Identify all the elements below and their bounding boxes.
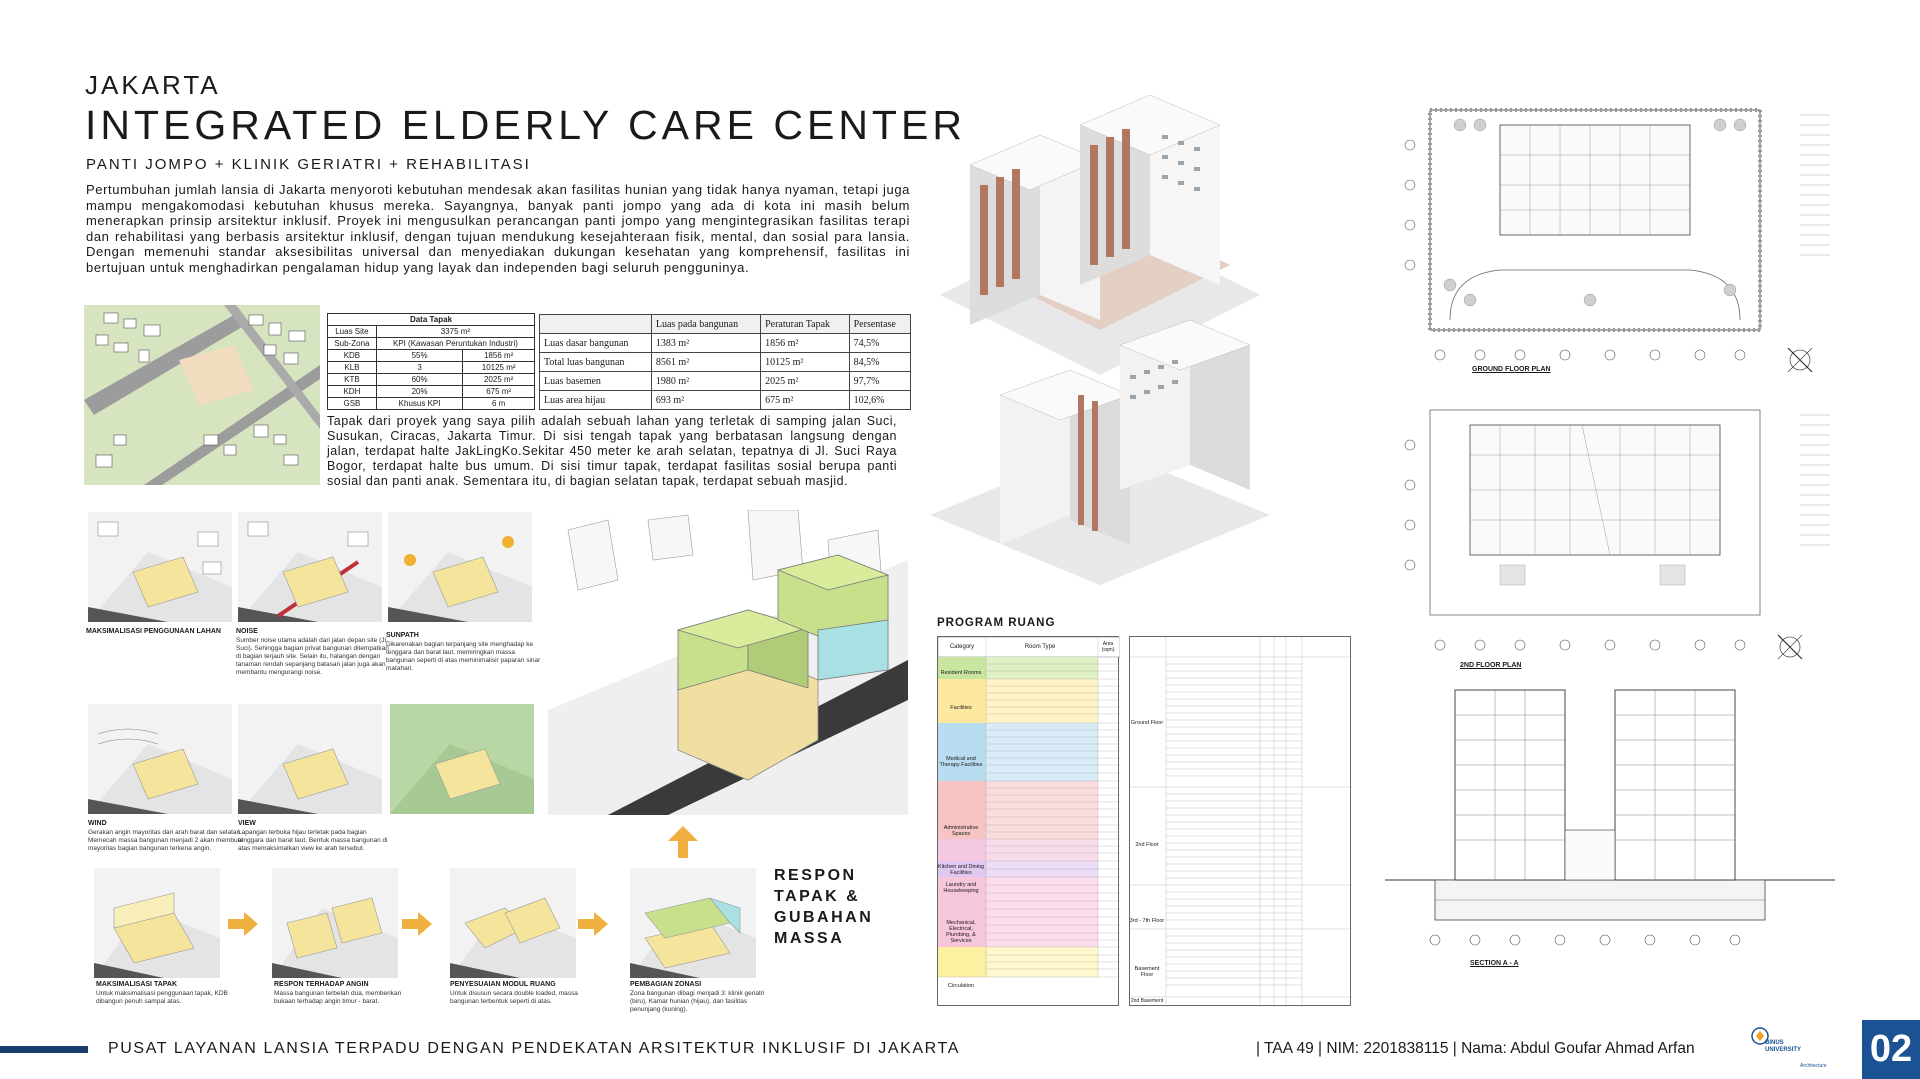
respon-line: RESPON [774,867,857,884]
cell: 1856 m² [761,334,850,353]
cell: 10125 m² [463,362,535,374]
cell: 675 m² [463,386,535,398]
north-arrow-icon [1775,632,1805,667]
pr-floor: 3rd - 7th Floor [1129,918,1165,924]
gubahan-step-3 [450,868,576,978]
diagram-noise [238,512,382,622]
diagram-sunpath [388,512,532,622]
pr-category: Facilities [950,705,972,711]
header-cell: Persentase [849,315,910,334]
cell: 97,7% [849,372,910,391]
page-title: INTEGRATED ELDERLY CARE CENTER [85,102,966,148]
pr-category: Kitchen and Dining Facilities [937,864,985,876]
arrow-right-icon [402,912,432,941]
cell: Luas basemen [540,372,652,391]
analysis-label: MAKSIMALISASI PENGGUNAAN LAHAN [86,628,221,635]
cell: 60% [376,374,462,386]
analysis-label: SUNPATH [386,632,419,639]
cell: KLB [328,362,377,374]
analysis-label: VIEW [238,820,256,827]
gubahan-desc: Untuk maksimalisasi penggunaan tapak, KDB dibangun penuh sampai atas. [96,990,228,1005]
diagram-view-green [390,704,534,814]
footer-title: PUSAT LAYANAN LANSIA TERPADU DENGAN PENDEKATAN ARSITEKTUR INKLUSIF DI JAKARTA [108,1040,960,1057]
pr-floor: Ground Floor [1130,720,1164,726]
cell: KPI (Kawasan Peruntukan Industri) [376,338,534,350]
intro-paragraph: Pertumbuhan jumlah lansia di Jakarta menyoroti kebutuhan mendesak akan fasilitas hunian yang tidak hanya nyaman, tetapi juga mampu mengakomodasi kebutuhan khusus mereka. Sayangnya, banyak panti jompo yang ada di kota ini masih belum menerapkan prinsip arsitektur inklusif. Proyek ini mengusulkan perancangan panti jompo yang mengintegrasikan fasilitas terapi dan rehabilitasi yang berbasis arsitektur inklusif, dengan tujuan mendukung kesejahteraan fisik, mental, dan sosial para lansia. Dengan memenuhi standar aksesibilitas universal dan menyediakan dukungan kesehatan yang komprehensif, fasilitas ini bertujuan untuk menghadirkan pengalaman hidup yang layak dan independen bagi seluruh pengguninya. [86,182,910,275]
page-number: 02 [1862,1020,1920,1079]
city-label: JAKARTA [85,70,221,100]
site-map [84,305,320,485]
massing-render [548,510,908,815]
gubahan-step-1 [94,868,220,978]
respon-line: TAPAK & [774,888,861,905]
program-ruang-title: PROGRAM RUANG [937,617,1056,629]
pr-header-category: Category [949,644,975,650]
cell: Total luas bangunan [540,353,652,372]
gubahan-desc: Massa bangunan terbelah dua, memberikan bukaan terhadap angin timur - barat. [274,990,402,1005]
header-cell [540,315,652,334]
cell: 1980 m² [651,372,760,391]
site-description: Tapak dari proyek yang saya pilih adalah sebuah lahan yang terletak di samping jalan Suci, Susukan, Ciracas, Jakarta Timur. Di sisi tengah tapak yang berbatasan langsung dengan jalan, terdapat halte JakLingKo.Sekitar 450 meter ke arah selatan, tepatnya di Jl. Suci Raya Bogor, terdapat halte bus umum. Di sisi timur tapak, terdapat fasilitas sosial berupa panti sosial dan panti anak. Sementara itu, di bagian selatan tapak, terdapat sebuah masjid. [327,414,897,488]
gubahan-label: RESPON TERHADAP ANGIN [274,981,369,988]
cell: 693 m² [651,391,760,410]
cell: GSB [328,398,377,410]
respon-title [774,865,873,949]
header-cell: Peraturan Tapak [761,315,850,334]
gubahan-label: PENYESUAIAN MODUL RUANG [450,981,556,988]
gubahan-desc: Untuk disusun secara double loaded, massa bangunan terbentuk seperti di atas. [450,990,578,1005]
analysis-desc: Dikarenakan bagian terpanjang site menghadap ke tenggara dan barat laut, memiringkan massa bangunan seperti di atas meminimalisir paparan sinar matahari. [386,641,541,672]
program-ruang-table-left [937,636,1119,1006]
footer-author: | TAA 49 | NIM: 2201838115 | Nama: Abdul Goufar Ahmad Arfan [1256,1040,1695,1057]
gubahan-desc: Zona bangunan dibagi menjadi 3: klinik geriatri (biru), Kamar hunian (hijau), dan fasilitas penunjang (kuning). [630,990,765,1013]
cell: 84,5% [849,353,910,372]
cell: 2025 m² [761,372,850,391]
arrow-right-icon [228,912,258,941]
pr-category: Resident Rooms [940,670,982,676]
cell: Luas dasar bangunan [540,334,652,353]
cell: 55% [376,350,462,362]
diagram-wind [88,704,232,814]
cell: KDH [328,386,377,398]
arrow-right-icon [578,912,608,941]
respon-line: MASSA [774,930,845,947]
cell: 6 m [463,398,535,410]
pr-floor: 2nd Basement [1130,998,1164,1004]
pr-floor: 2nd Floor [1135,842,1159,848]
analysis-desc: Lapangan terbuka hijau terletak pada bagian tenggara dan barat laut. Bentuk massa bangunan di atas memaksimalkan view ke arah tersebut. [238,829,388,852]
logo-sub: Architecture [1800,1063,1827,1069]
pr-category: Mechanical, Electrical, Plumbing, & Services [946,920,976,944]
cell: KDB [328,350,377,362]
pr-header-area: Area (sqm) [1101,641,1115,653]
analysis-desc: Gerakan angin mayoritas dari arah barat dan selatan. Memecah massa bangunan menjadi 2 akan membuat mayoritas bagian bangunan terkena angin. [88,829,244,852]
footer-accent-bar [0,1046,88,1053]
cell: Sub-Zona [328,338,377,350]
second-floor-label: 2ND FLOOR PLAN [1460,662,1522,669]
cell: 3 [376,362,462,374]
gubahan-step-2 [272,868,398,978]
ground-floor-label: GROUND FLOOR PLAN [1472,366,1551,373]
cell: 1856 m² [463,350,535,362]
analysis-label: NOISE [236,628,258,635]
data-tapak-title: Data Tapak [328,314,535,326]
cell: 74,5% [849,334,910,353]
pr-category: Medical and Therapy Facilities [939,756,983,768]
cell: Luas Site [328,326,377,338]
header-cell: Luas pada bangunan [651,315,760,334]
second-floor-plan [1390,395,1830,655]
comparison-table [539,314,911,410]
cell: 2025 m² [463,374,535,386]
section-label: SECTION A - A [1470,960,1519,967]
cell: 8561 m² [651,353,760,372]
cell: KTB [328,374,377,386]
cell: 675 m² [761,391,850,410]
pr-header-room: Room Type [1024,644,1056,650]
gubahan-step-4 [630,868,756,978]
building-render-bottom [930,315,1270,585]
analysis-desc: Sumber noise utama adalah dari jalan depan site (Jl. Suci). Sehingga bagian privat bangunan ditempatkan di bagian terjauh site. Selain itu, halangan dengan tanaman rendah sepanjang batasan jalan juga akan membantu mengurangi noise. [236,637,389,676]
pr-category: Circulation [948,983,974,989]
ground-floor-plan [1390,85,1830,375]
data-tapak-table [327,313,535,410]
north-arrow-icon [1785,345,1815,380]
diagram-maksimalisasi-lahan [88,512,232,622]
cell: Khusus KPI [376,398,462,410]
pr-floor: Basement Floor [1134,966,1160,978]
analysis-label: WIND [88,820,107,827]
logo-text: BINUS UNIVERSITY [1765,1040,1802,1053]
pr-category: Administrative Spaces [943,825,979,837]
cell: 10125 m² [761,353,850,372]
program-ruang-table-right [1129,636,1351,1006]
cell: 3375 m² [376,326,534,338]
gubahan-label: MAKSIMALISASI TAPAK [96,981,178,988]
respon-line: GUBAHAN [774,909,874,926]
cell: 1383 m² [651,334,760,353]
cell: 20% [376,386,462,398]
section-drawing [1385,680,1835,955]
diagram-view [238,704,382,814]
pr-category: Laundry and Housekeeping [943,882,979,894]
page-subtitle: PANTI JOMPO + KLINIK GERIATRI + REHABILITASI [86,156,531,173]
cell: Luas area hijau [540,391,652,410]
gubahan-label: PEMBAGIAN ZONASI [630,981,702,988]
arrow-up-icon [668,826,698,863]
cell: 102,6% [849,391,910,410]
